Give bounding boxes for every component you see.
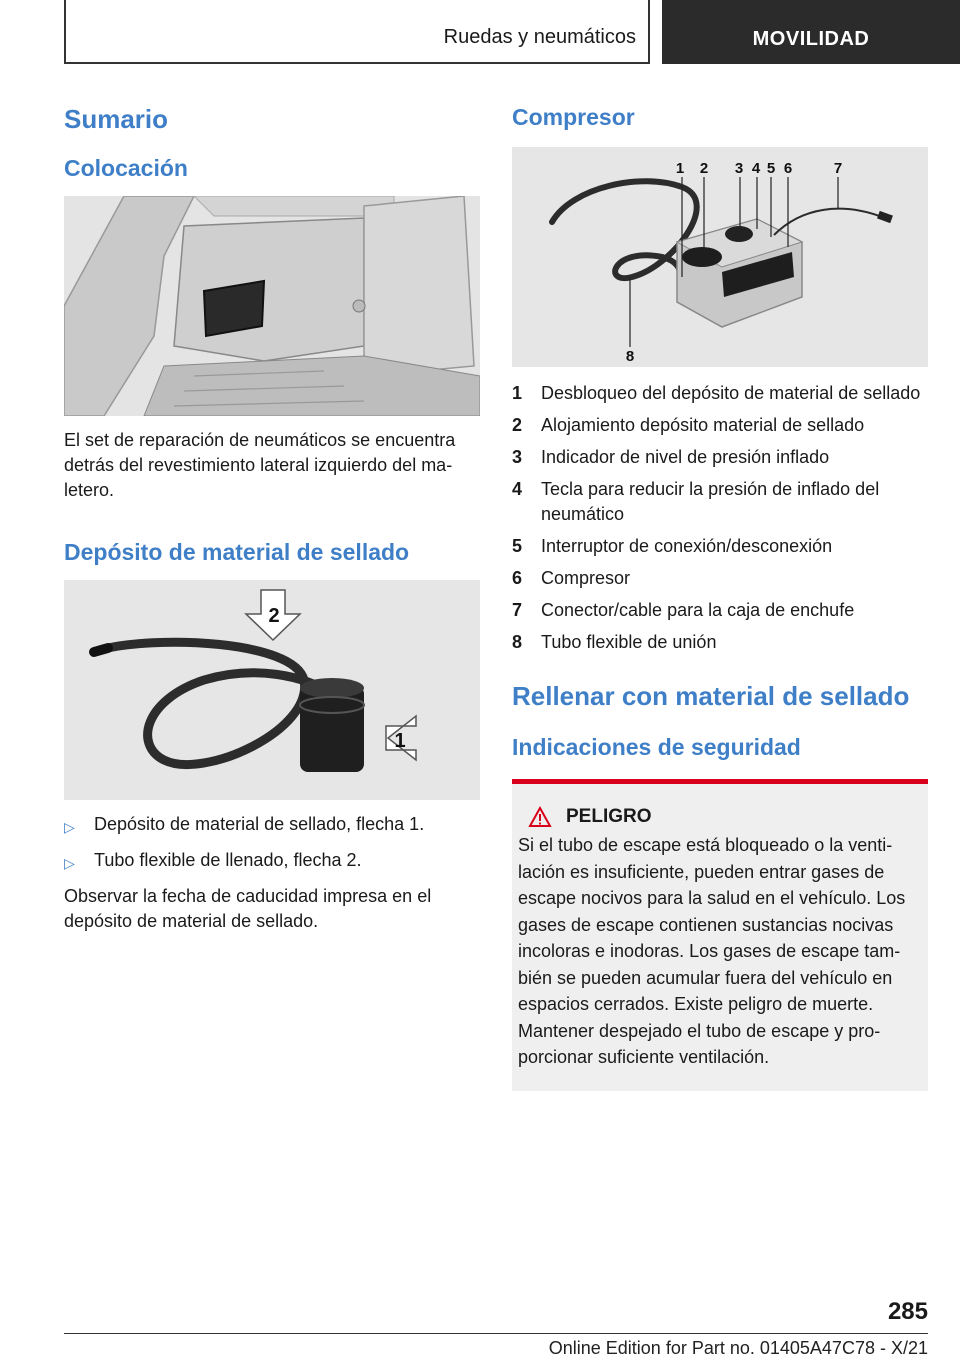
list-item: 4 Tecla para reducir la presión de inflado del neumático [512,479,880,524]
list-item: 6 Compresor [512,568,631,588]
callout-8: 8 [625,348,635,365]
triangle-bullet-icon: ▷ [64,855,75,871]
chapter-tab[interactable]: MOVILIDAD [662,0,960,64]
heading-sealant-container: Depósito de material de sellado [64,539,410,565]
triangle-bullet-icon: ▷ [64,819,75,835]
callout-3: 3 [734,160,744,177]
list-item: ▷ Depósito de material de sellado, flecha 1. [64,812,480,840]
heading-refill-sealant: Rellenar con material de sellado [512,681,910,711]
list-item: 3 Indicador de nivel de presión inflado [512,447,830,467]
section-title: Ruedas y neumáticos [443,26,636,48]
heading-compressor: Compresor [512,104,635,130]
warning-title: PELIGRO [518,806,920,828]
compressor-image [512,147,928,367]
callout-6: 6 [783,160,793,177]
list-item: ▷ Tubo flexible de llenado, flecha 2. [64,848,480,876]
callout-2: 2 [699,160,709,177]
heading-safety-notes: Indicaciones de seguridad [512,734,801,760]
edition-footer: Online Edition for Part no. 01405A47C78 - X/21 [548,1338,928,1358]
list-item: 2 Alojamiento depósito material de sellado [512,415,865,435]
arrow-2-label: 2 [268,605,280,627]
trunk-illustration [64,196,480,416]
callout-1: 1 [675,160,685,177]
location-text: El set de reparación de neumáticos se encuentra detrás del revestimiento lateral izquierdo del maletero. [64,430,456,500]
page-number: 285 [887,1298,928,1325]
callout-7: 7 [833,160,843,177]
footer-divider [64,1333,928,1334]
warning-text: Si el tubo de escape está bloqueado o la ventilación es insuficiente, pueden entrar gases de escape nocivos para la salud en el vehículo. Los gases de escape contienen sustancias nocivas incoloras e inodoras. Los gases de escape también se pueden acumular fuera del vehículo en espacios cerrados. Existe peligro de muerte. Mantener despejado el tubo de escape y proporcionar suficiente ventilación. [518,835,906,1067]
compressor-parts-list [512,381,928,655]
heading-location: Colocación [64,155,188,181]
danger-warning-box [512,779,928,1091]
list-item: 8 Tubo flexible de unión [512,632,717,652]
sealant-container-image [64,580,480,800]
sealant-container-illustration [64,580,480,800]
left-column [64,100,480,934]
sealant-bullets [64,812,480,876]
warning-triangle-icon [528,806,552,828]
right-column [512,100,928,1091]
compressor-illustration [512,147,928,367]
list-item: 7 Conector/cable para la caja de enchufe [512,600,855,620]
list-item: 1 Desbloqueo del depósito de material de sellado [512,383,921,403]
callout-5: 5 [766,160,776,177]
arrow-1-label: 1 [394,730,406,752]
trunk-image [64,196,480,416]
list-item: 5 Interruptor de conexión/desconexión [512,536,833,556]
callout-4: 4 [751,160,761,177]
heading-overview: Sumario [64,104,169,134]
expiry-note: Observar la fecha de caducidad impresa en el depósito de material de sellado. [64,886,432,931]
